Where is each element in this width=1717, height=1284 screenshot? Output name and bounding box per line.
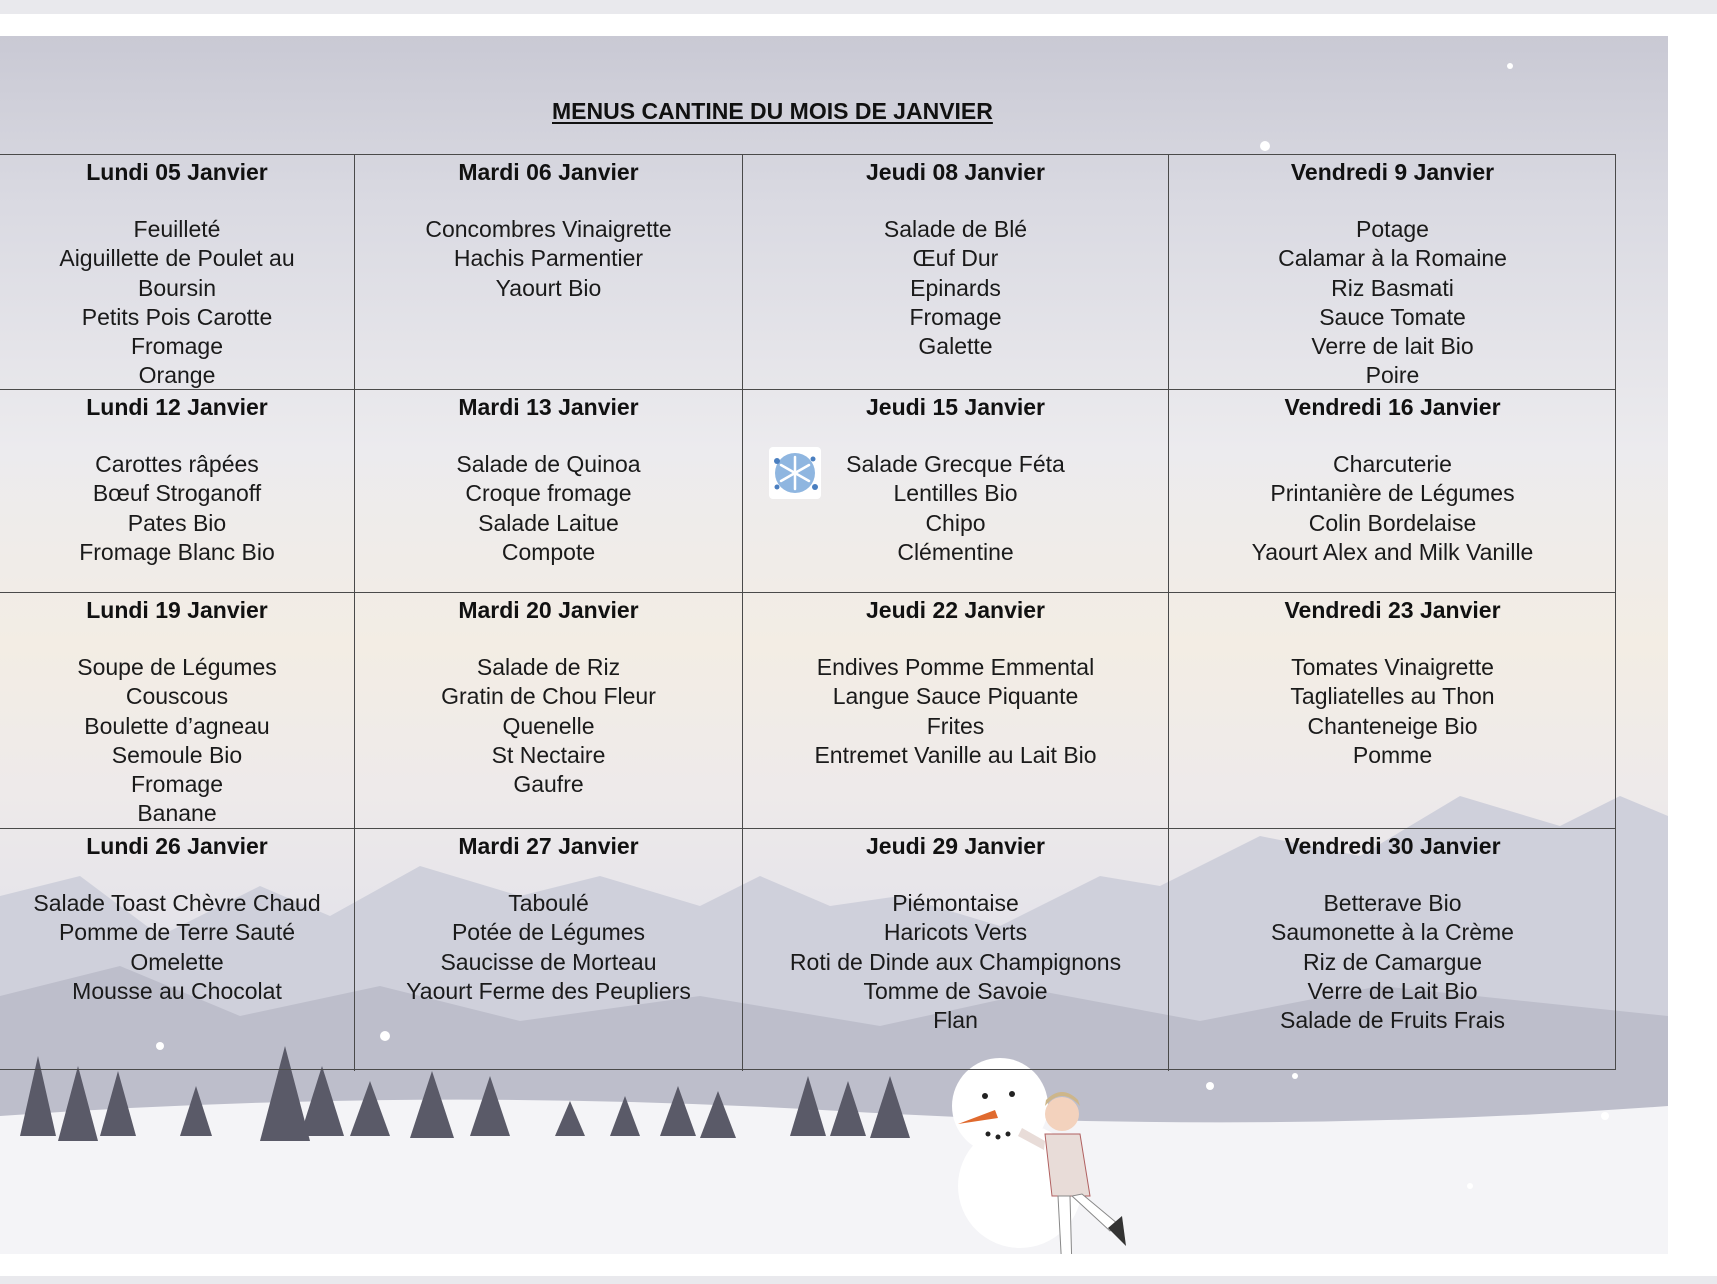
document-page [0, 14, 1717, 1276]
dish: Galette [918, 333, 993, 360]
dish: Bœuf Stroganoff [92, 480, 262, 507]
dish: Haricots Verts [883, 919, 1028, 946]
dish: Fromage Blanc Bio [79, 538, 275, 565]
dish-list [0, 215, 354, 391]
menu-cell [0, 155, 355, 390]
menu-table [0, 154, 1616, 1070]
menu-cell [743, 155, 1169, 390]
dish: Semoule Bio [111, 741, 243, 768]
menu-cell [743, 593, 1169, 829]
day-heading: Lundi 19 Janvier [86, 597, 268, 623]
day-heading: Lundi 12 Janvier [86, 394, 268, 420]
day-heading: Lundi 05 Janvier [86, 159, 268, 185]
dish: Fromage [130, 771, 224, 798]
page-title: MENUS CANTINE DU MOIS DE JANVIER [552, 98, 993, 124]
dish: Salade de Blé [883, 216, 1028, 242]
menu-cell [743, 829, 1169, 1071]
dish-list [1169, 215, 1616, 391]
dish: Omelette [130, 948, 224, 975]
dish-list [355, 889, 742, 1006]
dish: Tomme de Savoie [863, 977, 1048, 1004]
menu-cell [0, 593, 355, 829]
dish: Frites [926, 712, 985, 739]
dish: Salade de Fruits Frais [1280, 1007, 1505, 1034]
dish: Charcuterie [1333, 451, 1452, 477]
dish: Gaufre [513, 771, 584, 798]
dish-list [0, 653, 354, 829]
dish: Compote [501, 538, 596, 565]
menu-cell [1169, 829, 1616, 1071]
dish: Hachis Parmentier [453, 245, 644, 272]
dish: Calamar à la Romaine [1278, 245, 1507, 272]
day-heading: Jeudi 15 Janvier [866, 394, 1045, 420]
dish: Feuilleté [133, 216, 221, 242]
dish: Œuf Dur [912, 245, 999, 272]
dish: Tagliatelles au Thon [1290, 683, 1495, 710]
dish-list [1169, 450, 1616, 567]
dish: Salade de Riz [476, 654, 621, 680]
dish: Fromage [909, 303, 1002, 330]
dish: Aiguillette de Poulet au [59, 245, 295, 272]
dish: Potée de Légumes [451, 919, 646, 946]
dish: Soupe de Légumes [77, 654, 277, 680]
day-heading: Jeudi 22 Janvier [866, 597, 1045, 623]
dish: Pomme de Terre Sauté [58, 919, 296, 946]
dish: Riz de Camargue [1303, 948, 1482, 975]
dish: Yaourt Alex and Milk Vanille [1251, 538, 1534, 565]
menu-cell [355, 155, 743, 390]
menu-cell [0, 390, 355, 593]
dish: Chanteneige Bio [1307, 712, 1478, 739]
menu-cell [1169, 593, 1616, 829]
dish: Verre de Lait Bio [1307, 977, 1478, 1004]
dish: Potage [1356, 216, 1429, 242]
menu-cell [355, 593, 743, 829]
dish: Saumonette à la Crème [1271, 919, 1514, 946]
day-heading: Lundi 26 Janvier [86, 833, 268, 859]
dish: Poire [1365, 362, 1420, 389]
dish: Piémontaise [892, 890, 1019, 916]
day-heading: Jeudi 29 Janvier [866, 833, 1045, 859]
snowflake-label-icon [769, 447, 821, 499]
dish: Chipo [925, 509, 986, 536]
day-heading: Vendredi 23 Janvier [1284, 597, 1501, 623]
dish: Salade Toast Chèvre Chaud [33, 890, 321, 916]
day-heading: Vendredi 9 Janvier [1290, 159, 1495, 185]
menu-cell [355, 829, 743, 1071]
menu-cell [743, 390, 1169, 593]
dish: Clémentine [897, 538, 1014, 565]
dish: Tomates Vinaigrette [1291, 654, 1494, 680]
dish: Salade Grecque Féta [846, 451, 1065, 477]
dish-list [1169, 653, 1616, 770]
dish: Endives Pomme Emmental [816, 654, 1095, 680]
snow-ground [0, 1100, 1668, 1254]
dish: Boursin [138, 274, 216, 301]
dish: Gratin de Chou Fleur [441, 683, 656, 710]
menu-cell [1169, 390, 1616, 593]
dish: Orange [138, 362, 216, 389]
dish: Langue Sauce Piquante [832, 683, 1079, 710]
day-heading: Mardi 13 Janvier [458, 394, 639, 420]
dish: Verre de lait Bio [1311, 333, 1474, 360]
dish: Salade Laitue [478, 509, 619, 536]
dish-list [743, 215, 1168, 361]
menu-cell [1169, 155, 1616, 390]
dish: Riz Basmati [1331, 274, 1454, 301]
menu-cell [0, 829, 355, 1071]
dish-list [355, 450, 742, 567]
day-heading: Vendredi 16 Janvier [1284, 394, 1501, 420]
dish: St Nectaire [491, 741, 606, 768]
dish: Entremet Vanille au Lait Bio [814, 741, 1097, 768]
dish: Colin Bordelaise [1308, 509, 1477, 536]
dish: Yaourt Bio [495, 274, 602, 301]
day-heading: Vendredi 30 Janvier [1284, 833, 1501, 859]
dish-list [0, 889, 354, 1006]
day-heading: Mardi 06 Janvier [458, 159, 639, 185]
dish-list [355, 215, 742, 303]
day-heading: Jeudi 08 Janvier [866, 159, 1045, 185]
dish: Pates Bio [127, 509, 227, 536]
dish: Banane [137, 800, 217, 827]
dish-list [0, 450, 354, 567]
dish: Fromage [130, 333, 224, 360]
dish: Croque fromage [465, 480, 632, 507]
day-heading: Mardi 27 Janvier [458, 833, 639, 859]
dish: Quenelle [502, 712, 595, 739]
dish-list [355, 653, 742, 799]
dish: Concombres Vinaigrette [425, 216, 672, 242]
dish: Mousse au Chocolat [72, 977, 282, 1004]
dish-list [743, 653, 1168, 770]
dish: Sauce Tomate [1319, 303, 1466, 330]
dish: Boulette d’agneau [84, 712, 270, 739]
dish: Epinards [910, 274, 1001, 301]
dish: Roti de Dinde aux Champignons [789, 948, 1122, 975]
dish: Salade de Quinoa [456, 451, 641, 477]
dish: Saucisse de Morteau [440, 948, 657, 975]
menu-cell [355, 390, 743, 593]
dish: Carottes râpées [95, 451, 259, 477]
dish: Pomme [1352, 741, 1433, 768]
dish-list [1169, 889, 1616, 1035]
day-heading: Mardi 20 Janvier [458, 597, 639, 623]
dish: Flan [933, 1007, 978, 1034]
dish: Couscous [125, 683, 229, 710]
dish-list [743, 889, 1168, 1035]
winter-poster [0, 36, 1668, 1254]
dish: Printanière de Légumes [1270, 480, 1515, 507]
dish: Yaourt Ferme des Peupliers [406, 977, 691, 1004]
dish: Betterave Bio [1323, 890, 1462, 916]
dish: Petits Pois Carotte [81, 303, 273, 330]
dish: Taboulé [508, 890, 589, 916]
dish: Lentilles Bio [893, 480, 1018, 507]
